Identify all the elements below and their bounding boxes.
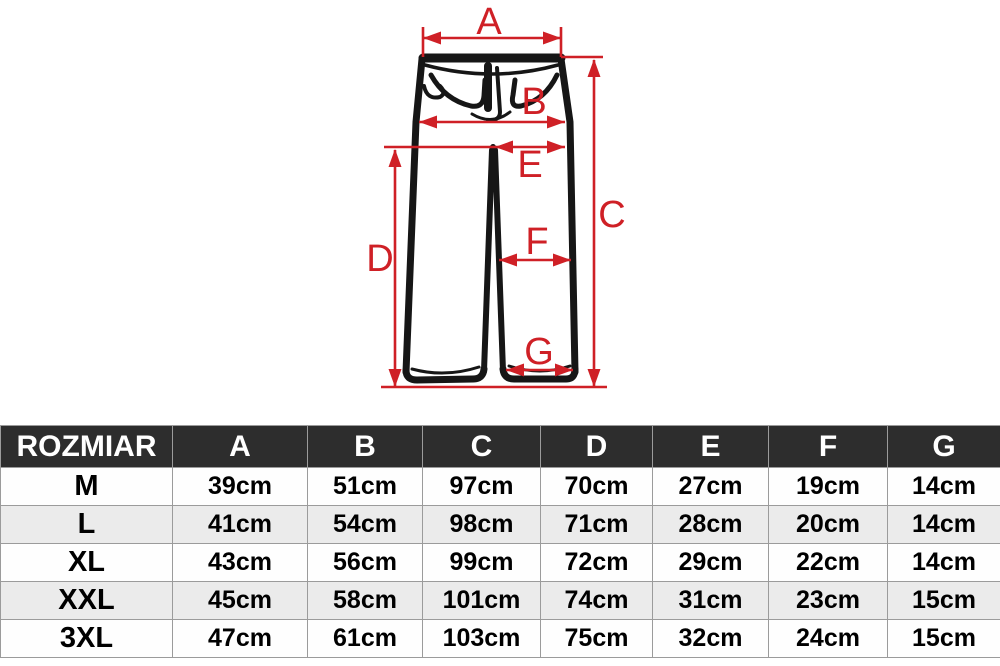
value-cell: 14cm bbox=[888, 468, 1000, 506]
table-row-xxl bbox=[1, 582, 1000, 620]
value-cell: 14cm bbox=[888, 506, 1000, 544]
value-cell: 14cm bbox=[888, 544, 1000, 582]
size-cell: L bbox=[1, 506, 173, 544]
value-cell: 97cm bbox=[423, 468, 541, 506]
dimension-d-label: D bbox=[366, 238, 394, 280]
value-cell: 72cm bbox=[541, 544, 653, 582]
value-cell: 24cm bbox=[769, 620, 888, 658]
dimension-e-label: E bbox=[517, 144, 543, 186]
header-cell-d: D bbox=[541, 426, 653, 468]
value-cell: 71cm bbox=[541, 506, 653, 544]
value-cell: 15cm bbox=[888, 620, 1000, 658]
dimension-a-label: A bbox=[476, 1, 502, 43]
table-row-xl bbox=[1, 544, 1000, 582]
dimension-a-arrow bbox=[423, 1, 561, 57]
header-cell-a: A bbox=[173, 426, 308, 468]
table-row-l bbox=[1, 506, 1000, 544]
value-cell: 99cm bbox=[423, 544, 541, 582]
header-cell-b: B bbox=[308, 426, 423, 468]
value-cell: 101cm bbox=[423, 582, 541, 620]
value-cell: 56cm bbox=[308, 544, 423, 582]
dimension-e-arrow bbox=[495, 141, 565, 187]
size-cell: XL bbox=[1, 544, 173, 582]
dimension-f-arrow bbox=[499, 221, 571, 267]
value-cell: 98cm bbox=[423, 506, 541, 544]
value-cell: 20cm bbox=[769, 506, 888, 544]
header-cell-rozmiar: ROZMIAR bbox=[1, 426, 173, 468]
header-cell-c: C bbox=[423, 426, 541, 468]
size-cell: M bbox=[1, 468, 173, 506]
size-cell: XXL bbox=[1, 582, 173, 620]
value-cell: 19cm bbox=[769, 468, 888, 506]
value-cell: 27cm bbox=[653, 468, 769, 506]
dimension-c-label: C bbox=[598, 194, 626, 236]
size-table-header-row bbox=[1, 426, 1000, 468]
value-cell: 75cm bbox=[541, 620, 653, 658]
header-cell-f: F bbox=[769, 426, 888, 468]
header-cell-g: G bbox=[888, 426, 1000, 468]
dimension-f-label: F bbox=[525, 221, 549, 263]
value-cell: 70cm bbox=[541, 468, 653, 506]
size-table bbox=[0, 425, 1000, 658]
dimension-d-arrow bbox=[366, 149, 401, 387]
value-cell: 32cm bbox=[653, 620, 769, 658]
value-cell: 41cm bbox=[173, 506, 308, 544]
value-cell: 47cm bbox=[173, 620, 308, 658]
value-cell: 61cm bbox=[308, 620, 423, 658]
value-cell: 23cm bbox=[769, 582, 888, 620]
header-cell-e: E bbox=[653, 426, 769, 468]
value-cell: 22cm bbox=[769, 544, 888, 582]
dimension-b-label: B bbox=[521, 81, 547, 123]
value-cell: 43cm bbox=[173, 544, 308, 582]
value-cell: 54cm bbox=[308, 506, 423, 544]
value-cell: 51cm bbox=[308, 468, 423, 506]
value-cell: 15cm bbox=[888, 582, 1000, 620]
table-row-3xl bbox=[1, 620, 1000, 658]
dimension-g-label: G bbox=[524, 331, 554, 373]
value-cell: 29cm bbox=[653, 544, 769, 582]
value-cell: 58cm bbox=[308, 582, 423, 620]
value-cell: 45cm bbox=[173, 582, 308, 620]
value-cell: 103cm bbox=[423, 620, 541, 658]
table-row-m bbox=[1, 468, 1000, 506]
size-cell: 3XL bbox=[1, 620, 173, 658]
value-cell: 28cm bbox=[653, 506, 769, 544]
value-cell: 74cm bbox=[541, 582, 653, 620]
value-cell: 39cm bbox=[173, 468, 308, 506]
value-cell: 31cm bbox=[653, 582, 769, 620]
dimension-g-arrow bbox=[506, 331, 573, 377]
